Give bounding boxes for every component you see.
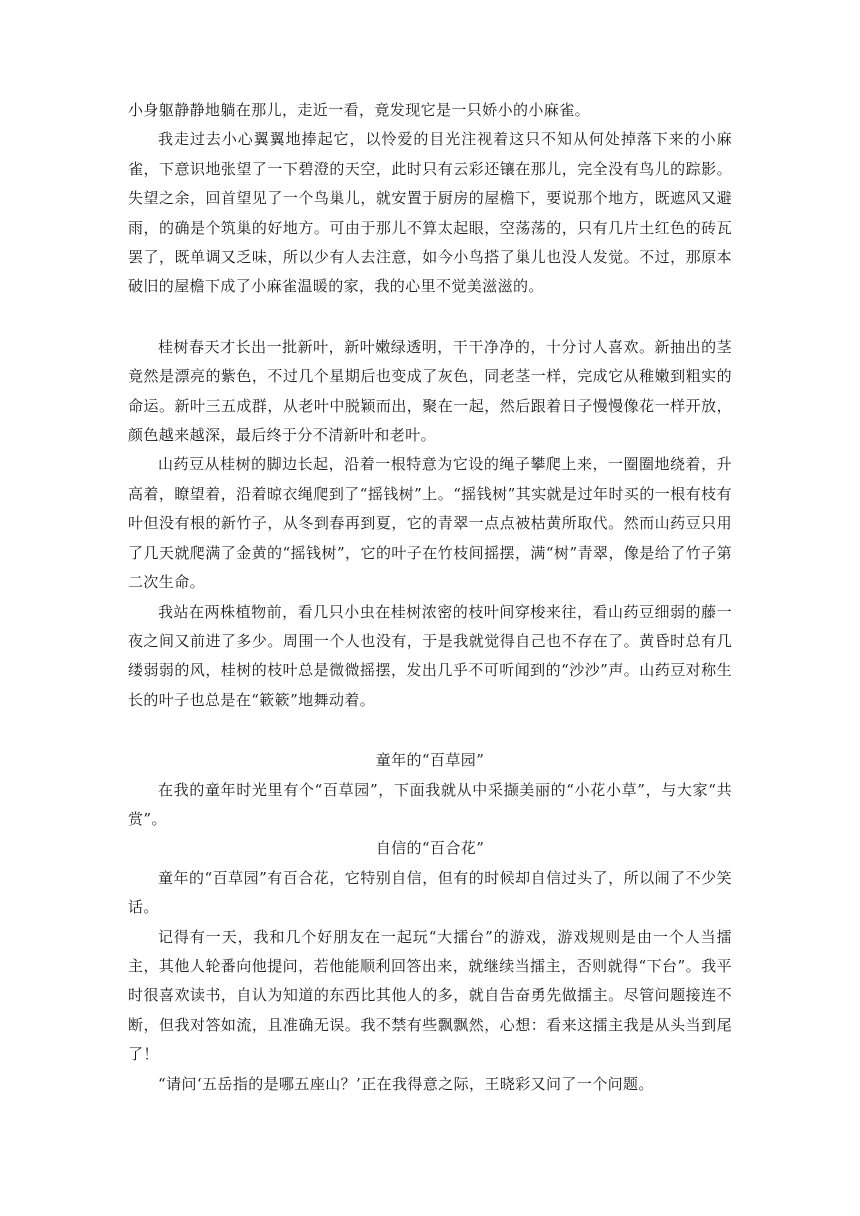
paragraph: 童年的“百草园”有百合花，它特别自信，但有的时候却自信过头了，所以闹了不少笑话。	[128, 868, 732, 917]
paragraph: 小身躯静静地躺在那儿，走近一看，竟发现它是一只娇小的小麻雀。	[128, 101, 591, 119]
paragraph: 记得有一天，我和几个好朋友在一起玩“大擂台”的游戏，游戏规则是由一个人当擂主，其他人轮番向他提问，若他能顺利回答出来，就继续当擂主，否则就得“下台”。我平时很喜欢读书，自认为知道的东西比其他人的多，就自告奋勇先做擂主。尽管问题接连不断，但我对答如流，且准确无误。我不禁有些飘飘然，心想：看来这擂主我是从头当到尾了！	[128, 927, 732, 1064]
document-page	[128, 96, 732, 1099]
essay-subtitle: 自信的“百合花”	[375, 839, 485, 858]
paragraph: 桂树春天才长出一批新叶，新叶嫩绿透明，干干净净的，十分讨人喜欢。新抽出的茎竟然是漂亮的紫色，不过几个星期后也变成了灰色，同老茎一样，完成它从稚嫩到粗实的命运。新叶三五成群，从老叶中脱颖而出，聚在一起，然后跟着日子慢慢像花一样开放，颜色越来越深，最后终于分不清新叶和老叶。	[128, 337, 732, 445]
section-gap	[128, 302, 732, 333]
paragraph: “请问‘五岳指的是哪五座山？’正在我得意之际，王晓彩又问了一个问题。	[158, 1074, 654, 1093]
paragraph: 山药豆从桂树的脚边长起，沿着一根特意为它设的绳子攀爬上来，一圈圈地绕着，升高着，瞭望着，沿着晾衣绳爬到了“摇钱树”上。“摇钱树”其实就是过年时买的一根有枝有叶但没有根的新竹子，从冬到春再到夏，它的青翠一点点被枯黄所取代。然而山药豆只用了几天就爬满了金黄的“摇钱树”，它的叶子在竹枝间摇摆，满“树”青翠，像是给了竹子第二次生命。	[128, 455, 732, 592]
paragraph: 在我的童年时光里有个“百草园”，下面我就从中采撷美丽的“小花小草”，与大家“共赏”。	[128, 780, 732, 828]
section-gap	[128, 715, 732, 746]
paragraph: 我站在两株植物前，看几只小虫在桂树浓密的枝叶间穿梭来往，看山药豆细弱的藤一夜之间又前进了多少。周围一个人也没有，于是我就觉得自己也不存在了。黄昏时总有几缕弱弱的风，桂树的枝叶总是微微摇摆，发出几乎不可听闻到的“沙沙”声。山药豆对称生长的叶子也总是在“簌簌”地舞动着。	[128, 602, 732, 709]
essay-title: 童年的“百草园”	[375, 751, 485, 770]
paragraph: 我走过去小心翼翼地捧起它，以怜爱的目光注视着这只不知从何处掉落下来的小麻雀，下意识地张望了一下碧澄的天空，此时只有云彩还镶在那儿，完全没有鸟儿的踪影。失望之余，回首望见了一个鸟巢儿，就安置于厨房的屋檐下，要说那个地方，既遮风又避雨，的确是个筑巢的好地方。可由于那儿不算太起眼，空荡荡的，只有几片土红色的砖瓦罢了，既单调又乏味，所以少有人去注意，如今小鸟搭了巢儿也没人发觉。不过，那原本破旧的屋檐下成了小麻雀温暖的家，我的心里不觉美滋滋的。	[128, 130, 732, 296]
